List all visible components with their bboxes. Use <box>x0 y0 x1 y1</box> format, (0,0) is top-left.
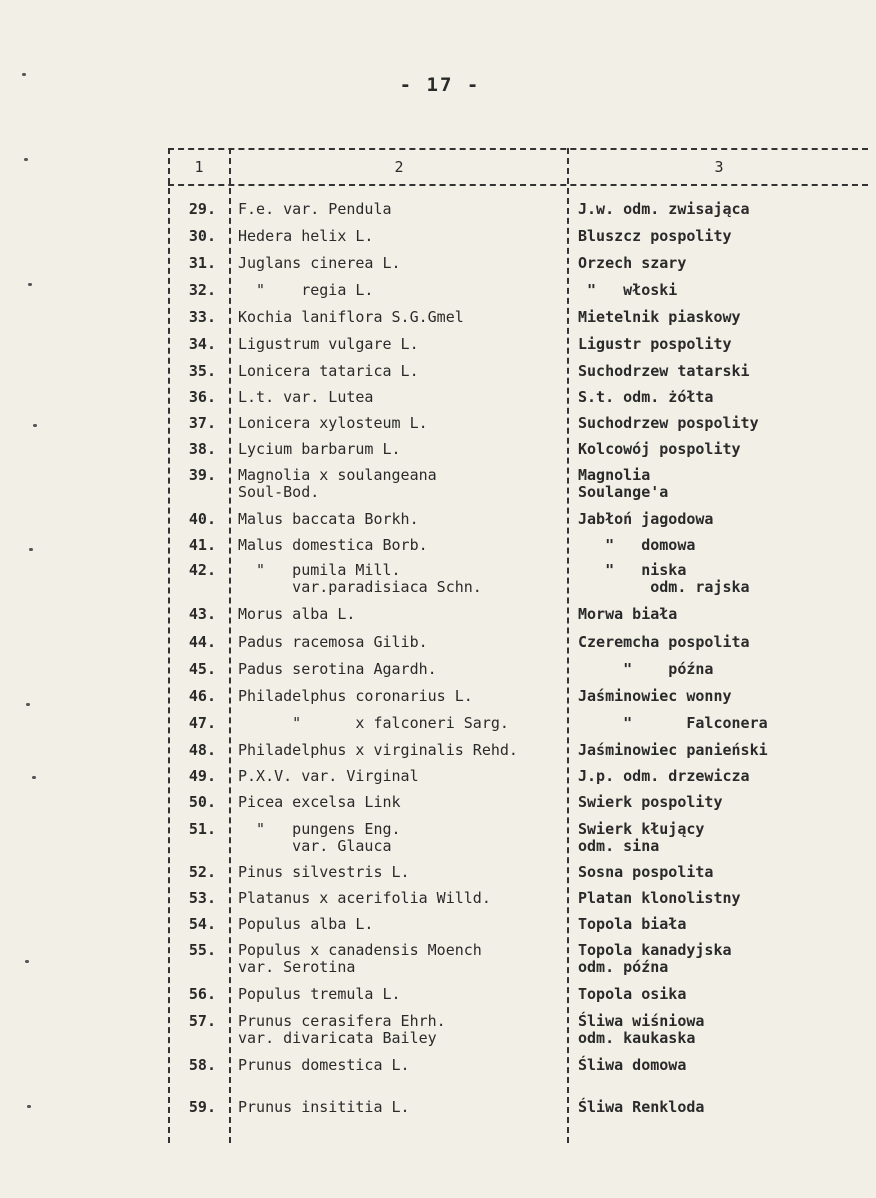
row-number: 36. <box>188 388 216 406</box>
row-number: 31. <box>188 254 216 272</box>
polish-name: Bluszcz pospolity <box>578 227 732 245</box>
polish-name: " domowa <box>578 536 696 554</box>
polish-name: Swierk kłujący odm. sina <box>578 820 705 855</box>
margin-mark <box>33 424 37 427</box>
latin-name: " pungens Eng. var. Glauca <box>256 820 401 855</box>
margin-mark <box>26 703 30 706</box>
row-number: 47. <box>188 714 216 732</box>
table-top-rule <box>168 148 868 150</box>
row-number: 40. <box>188 510 216 528</box>
polish-name: Mietelnik piaskowy <box>578 308 741 326</box>
polish-name: " niska odm. rajska <box>605 561 750 596</box>
row-number: 38. <box>188 440 216 458</box>
row-number: 52. <box>188 863 216 881</box>
row-number: 30. <box>188 227 216 245</box>
latin-name: Picea excelsa Link <box>238 793 401 811</box>
latin-name: Prunus insititia L. <box>238 1098 410 1116</box>
row-number: 42. <box>188 561 216 579</box>
margin-mark <box>32 776 36 779</box>
row-number: 44. <box>188 633 216 651</box>
polish-name: Suchodrzew tatarski <box>578 362 750 380</box>
polish-name: S.t. odm. żółta <box>578 388 714 406</box>
latin-name: " regia L. <box>238 281 374 299</box>
margin-mark <box>27 1105 31 1108</box>
latin-name: Padus racemosa Gilib. <box>238 633 428 651</box>
row-number: 53. <box>188 889 216 907</box>
column-header-1: 1 <box>194 158 204 176</box>
row-number: 32. <box>188 281 216 299</box>
polish-name: Sosna pospolita <box>578 863 714 881</box>
polish-name: Jaśminowiec wonny <box>578 687 732 705</box>
latin-name: Platanus x acerifolia Willd. <box>238 889 491 907</box>
page-number: - 17 - <box>399 74 481 96</box>
margin-mark <box>29 548 33 551</box>
polish-name: Morwa biała <box>578 605 678 623</box>
row-number: 50. <box>188 793 216 811</box>
latin-name: Malus domestica Borb. <box>238 536 428 554</box>
row-number: 48. <box>188 741 216 759</box>
column-divider-1 <box>229 148 231 1143</box>
row-number: 54. <box>188 915 216 933</box>
polish-name: Kolcowój pospolity <box>578 440 741 458</box>
column-header-3: 3 <box>714 158 724 176</box>
polish-name: Suchodrzew pospolity <box>578 414 759 432</box>
polish-name: Magnolia Soulange'a <box>578 466 669 501</box>
row-number: 58. <box>188 1056 216 1074</box>
latin-name: Lonicera xylosteum L. <box>238 414 428 432</box>
margin-mark <box>28 283 32 286</box>
latin-name: Juglans cinerea L. <box>238 254 401 272</box>
row-number: 29. <box>188 200 216 218</box>
polish-name: Ligustr pospolity <box>578 335 732 353</box>
polish-name: Topola biała <box>578 915 687 933</box>
polish-name: Śliwa wiśniowa odm. kaukaska <box>578 1012 705 1047</box>
margin-mark <box>24 158 28 161</box>
column-header-2: 2 <box>394 158 404 176</box>
latin-name: " x falconeri Sarg. <box>238 714 509 732</box>
row-number: 39. <box>188 466 216 484</box>
latin-name: Philadelphus x virginalis Rehd. <box>238 741 518 759</box>
polish-name: J.p. odm. drzewicza <box>578 767 750 785</box>
row-number: 59. <box>188 1098 216 1116</box>
polish-name: Czeremcha pospolita <box>578 633 750 651</box>
margin-mark <box>25 960 29 963</box>
row-number: 35. <box>188 362 216 380</box>
row-number: 45. <box>188 660 216 678</box>
row-number: 41. <box>188 536 216 554</box>
latin-name: L.t. var. Lutea <box>238 388 374 406</box>
latin-name: P.X.V. var. Virginal <box>238 767 419 785</box>
latin-name: " pumila Mill. var.paradisiaca Schn. <box>256 561 482 596</box>
row-number: 49. <box>188 767 216 785</box>
latin-name: F.e. var. Pendula <box>238 200 392 218</box>
row-number: 55. <box>188 941 216 959</box>
latin-name: Populus x canadensis Moench var. Serotina <box>238 941 482 976</box>
polish-name: " Falconera <box>578 714 768 732</box>
row-number: 34. <box>188 335 216 353</box>
latin-name: Pinus silvestris L. <box>238 863 410 881</box>
row-number: 56. <box>188 985 216 1003</box>
latin-name: Morus alba L. <box>238 605 356 623</box>
latin-name: Populus alba L. <box>238 915 374 933</box>
latin-name: Lonicera tatarica L. <box>238 362 419 380</box>
polish-name: Jaśminowiec panieński <box>578 741 768 759</box>
polish-name: Topola kanadyjska odm. późna <box>578 941 732 976</box>
latin-name: Philadelphus coronarius L. <box>238 687 473 705</box>
polish-name: " późna <box>578 660 714 678</box>
latin-name: Populus tremula L. <box>238 985 401 1003</box>
latin-name: Padus serotina Agardh. <box>238 660 437 678</box>
polish-name: J.w. odm. zwisająca <box>578 200 750 218</box>
row-number: 57. <box>188 1012 216 1030</box>
row-number: 33. <box>188 308 216 326</box>
polish-name: Platan klonolistny <box>578 889 741 907</box>
margin-mark <box>22 73 26 76</box>
latin-name: Kochia laniflora S.G.Gmel <box>238 308 464 326</box>
polish-name: Jabłoń jagodowa <box>578 510 714 528</box>
polish-name: " włoski <box>578 281 678 299</box>
polish-name: Topola osika <box>578 985 687 1003</box>
latin-name: Lycium barbarum L. <box>238 440 401 458</box>
polish-name: Swierk pospolity <box>578 793 723 811</box>
latin-name: Hedera helix L. <box>238 227 374 245</box>
latin-name: Magnolia x soulangeana Soul-Bod. <box>238 466 437 501</box>
latin-name: Prunus cerasifera Ehrh. var. divaricata Bailey <box>238 1012 446 1047</box>
row-number: 46. <box>188 687 216 705</box>
polish-name: Orzech szary <box>578 254 687 272</box>
polish-name: Śliwa domowa <box>578 1056 687 1074</box>
polish-name: Śliwa Renkloda <box>578 1098 705 1116</box>
row-number: 43. <box>188 605 216 623</box>
latin-name: Prunus domestica L. <box>238 1056 410 1074</box>
row-number: 51. <box>188 820 216 838</box>
latin-name: Ligustrum vulgare L. <box>238 335 419 353</box>
latin-name: Malus baccata Borkh. <box>238 510 419 528</box>
row-number: 37. <box>188 414 216 432</box>
table-header-rule <box>168 184 868 186</box>
